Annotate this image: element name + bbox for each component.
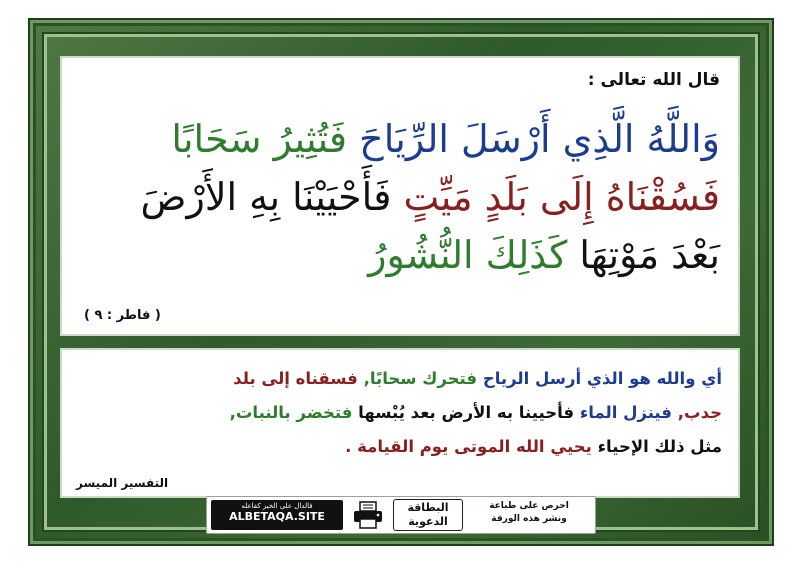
- tafsir-line-1: [76, 362, 722, 396]
- tafsir-segment: يحيي الله الموتى يوم القيامة .: [345, 437, 598, 456]
- tafsir-line-2: [76, 396, 722, 430]
- tafsir-panel: [60, 348, 740, 498]
- site-link[interactable]: ALBETAQA.SITE: [229, 510, 325, 523]
- quran-verse: [82, 110, 720, 284]
- print-line: احرص على طباعة: [489, 501, 569, 511]
- logo-line: البطاقة: [407, 501, 449, 514]
- verse-segment: فَأَحْيَيْنَا بِهِ الأَرْضَ: [140, 175, 404, 219]
- tafsir-segment: مثل ذلك الإحياء: [597, 437, 722, 456]
- print-encouragement: [469, 500, 589, 530]
- verse-segment: كَذَلِكَ النُّشُورُ: [368, 233, 580, 277]
- albetaqa-logo: [393, 499, 463, 531]
- tafsir-segment: جدب,: [677, 403, 722, 422]
- print-line: ونشر هذه الورقة: [491, 514, 567, 524]
- tafsir-segment: فينزل الماء: [579, 403, 678, 422]
- verse-segment: بَعْدَ مَوْتِهَا: [579, 233, 720, 277]
- site-slogan: فالدال على الخير كفاعله: [241, 502, 313, 510]
- verse-line-3: [82, 226, 720, 284]
- site-badge[interactable]: [211, 500, 343, 530]
- surah-reference: ( فاطر : ٩ ): [84, 308, 161, 323]
- verse-segment: فَتُثِيرُ سَحَابًا: [171, 117, 360, 161]
- tafsir-segment: فتحرك سحابًا,: [363, 369, 483, 388]
- tafsir-line-3: [76, 430, 722, 464]
- tafsir-segment: أي والله هو الذي أرسل الرياح: [482, 369, 722, 388]
- printer-icon: [351, 500, 385, 530]
- tafsir-segment: فتخضر بالنبات,: [229, 403, 359, 422]
- intro-heading: قال الله تعالى :: [587, 70, 720, 90]
- verse-panel: [60, 56, 740, 336]
- verse-segment: وَاللَّهُ الَّذِي أَرْسَلَ الرِّيَاحَ: [359, 117, 720, 161]
- logo-line: الدعوية: [408, 515, 448, 528]
- footer-bar: [206, 496, 596, 534]
- tafsir-segment: فسقناه إلى بلد: [233, 369, 364, 388]
- verse-line-1: [82, 110, 720, 168]
- tafsir-text: [76, 362, 722, 464]
- verse-line-2: [82, 168, 720, 226]
- tafsir-source: التفسير الميسر: [76, 476, 169, 490]
- verse-segment: فَسُقْنَاهُ إِلَى بَلَدٍ مَيِّتٍ: [403, 175, 720, 219]
- tafsir-segment: فأحيينا به الأرض بعد يُبْسها: [358, 403, 580, 422]
